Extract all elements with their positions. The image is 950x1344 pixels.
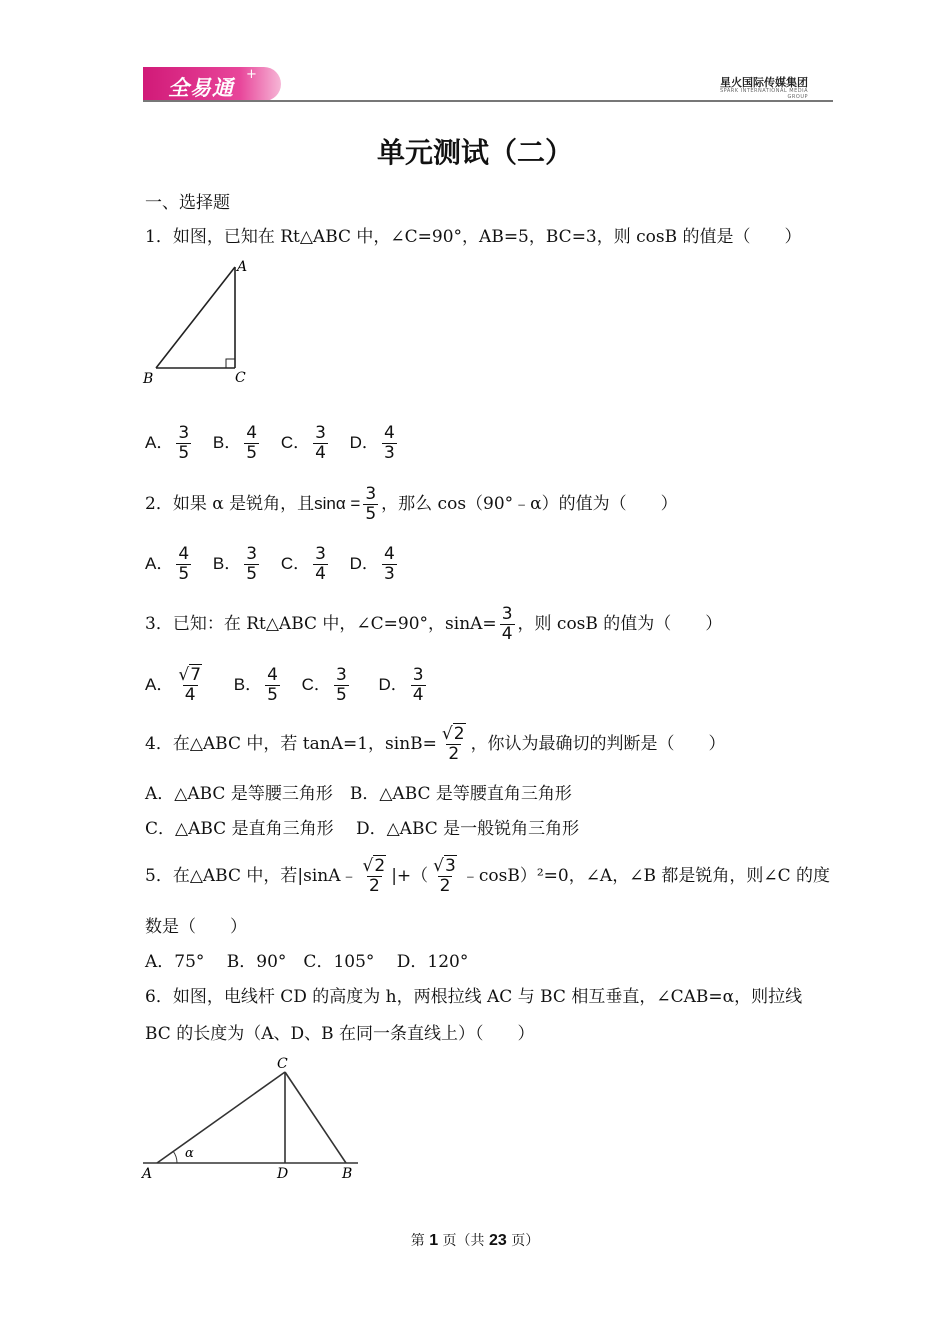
option-c[interactable]: C． $\frac{3}{5}$ xyxy=(301,665,347,706)
vertex-c-label: C xyxy=(235,370,246,386)
logo-plus: + xyxy=(246,67,257,82)
question-4-options-line-1[interactable]: A．△ABC 是等腰三角形 B．△ABC 是等腰直角三角形 xyxy=(145,784,572,804)
publisher-name: 星火国际传媒集团 xyxy=(720,76,808,89)
page-title: 单元测试（二） xyxy=(376,136,573,169)
question-1-options xyxy=(145,420,400,466)
question-4-text: 4．在△ABC 中，若 tanA=1，sinB= $\frac{√2}{2}$ ，你认为最确切的判断是（ ） xyxy=(145,724,726,764)
vertex-b-label: B xyxy=(143,371,154,387)
question-3-options xyxy=(145,662,429,708)
option-a[interactable]: A． $\frac{3}{5}$ xyxy=(145,423,190,464)
option-c[interactable]: C． $\frac{3}{4}$ xyxy=(280,423,326,464)
question-6-text-cont: BC 的长度为（A、D、B 在同一条直线上）（ ） xyxy=(145,1024,535,1044)
option-c[interactable]: C． $\frac{3}{4}$ xyxy=(280,544,326,585)
page-number: 1 xyxy=(429,1232,439,1249)
side-ab xyxy=(156,267,235,368)
question-4-options-line-2[interactable]: C．△ABC 是直角三角形 D．△ABC 是一般锐角三角形 xyxy=(145,819,580,839)
wire-ac xyxy=(157,1072,285,1163)
point-c-label: C xyxy=(277,1056,288,1072)
question-3-text: 3．已知：在 Rt△ABC 中，∠C=90°，sinA= $\frac{3}{4}$ ，则 cosB 的值为（ ） xyxy=(145,604,723,644)
angle-alpha-label: α xyxy=(185,1146,194,1161)
wire-bc xyxy=(285,1072,346,1163)
question-5-text-cont: 数是（ ） xyxy=(145,917,247,937)
option-d[interactable]: D． $\frac{4}{3}$ xyxy=(349,544,395,585)
option-b[interactable]: B． $\frac{3}{5}$ xyxy=(212,544,258,585)
question-1-figure xyxy=(140,255,260,390)
point-b-label: B xyxy=(342,1166,353,1182)
question-5-text: 5．在△ABC 中，若|sinA﹣ $\frac{√2}{2}$ |+（ $\frac{√3}{2}$ ﹣cosB）²=0，∠A，∠B 都是锐角，则∠C 的度 xyxy=(145,856,831,896)
question-5-options[interactable]: A．75° B．90° C．105° D．120° xyxy=(145,952,469,972)
option-b[interactable]: B． $\frac{4}{5}$ xyxy=(233,665,278,706)
page-total: 23 xyxy=(489,1232,507,1249)
question-2-text: 2．如果 α 是锐角，且sinα = $\frac{3}{5}$ ，那么 cos（90°﹣α）的值为（ ） xyxy=(145,484,678,524)
option-b[interactable]: B． $\frac{4}{5}$ xyxy=(212,423,258,464)
option-d[interactable]: D． $\frac{4}{3}$ xyxy=(349,423,395,464)
publisher-english-name: SPARK INTERNATIONAL MEDIA GROUP xyxy=(719,88,808,100)
option-a[interactable]: A． $\frac{4}{5}$ xyxy=(145,544,190,585)
point-a-label: A xyxy=(142,1166,153,1182)
angle-alpha-arc xyxy=(173,1151,177,1163)
point-d-label: D xyxy=(277,1166,289,1182)
question-6-text: 6．如图，电线杆 CD 的高度为 h，两根拉线 AC 与 BC 相互垂直，∠CAB=α，则拉线 xyxy=(145,987,803,1007)
vertex-a-label: A xyxy=(237,259,248,275)
question-6-figure xyxy=(140,1050,370,1190)
option-d[interactable]: D． $\frac{3}{4}$ xyxy=(378,665,424,706)
right-angle-mark xyxy=(226,359,235,368)
page-footer: 第 1 页（共 23 页） xyxy=(410,1232,540,1249)
question-2-options xyxy=(145,541,400,587)
section-heading: 一、选择题 xyxy=(145,193,230,213)
logo-text: 全易通 xyxy=(168,76,234,100)
header-rule xyxy=(143,100,833,102)
question-1-text: 1．如图，已知在 Rt△ABC 中，∠C=90°，AB=5，BC=3，则 cosB 的值是（ ） xyxy=(145,227,802,247)
option-a[interactable]: A． $\frac{√7}{4}$ xyxy=(145,665,202,706)
